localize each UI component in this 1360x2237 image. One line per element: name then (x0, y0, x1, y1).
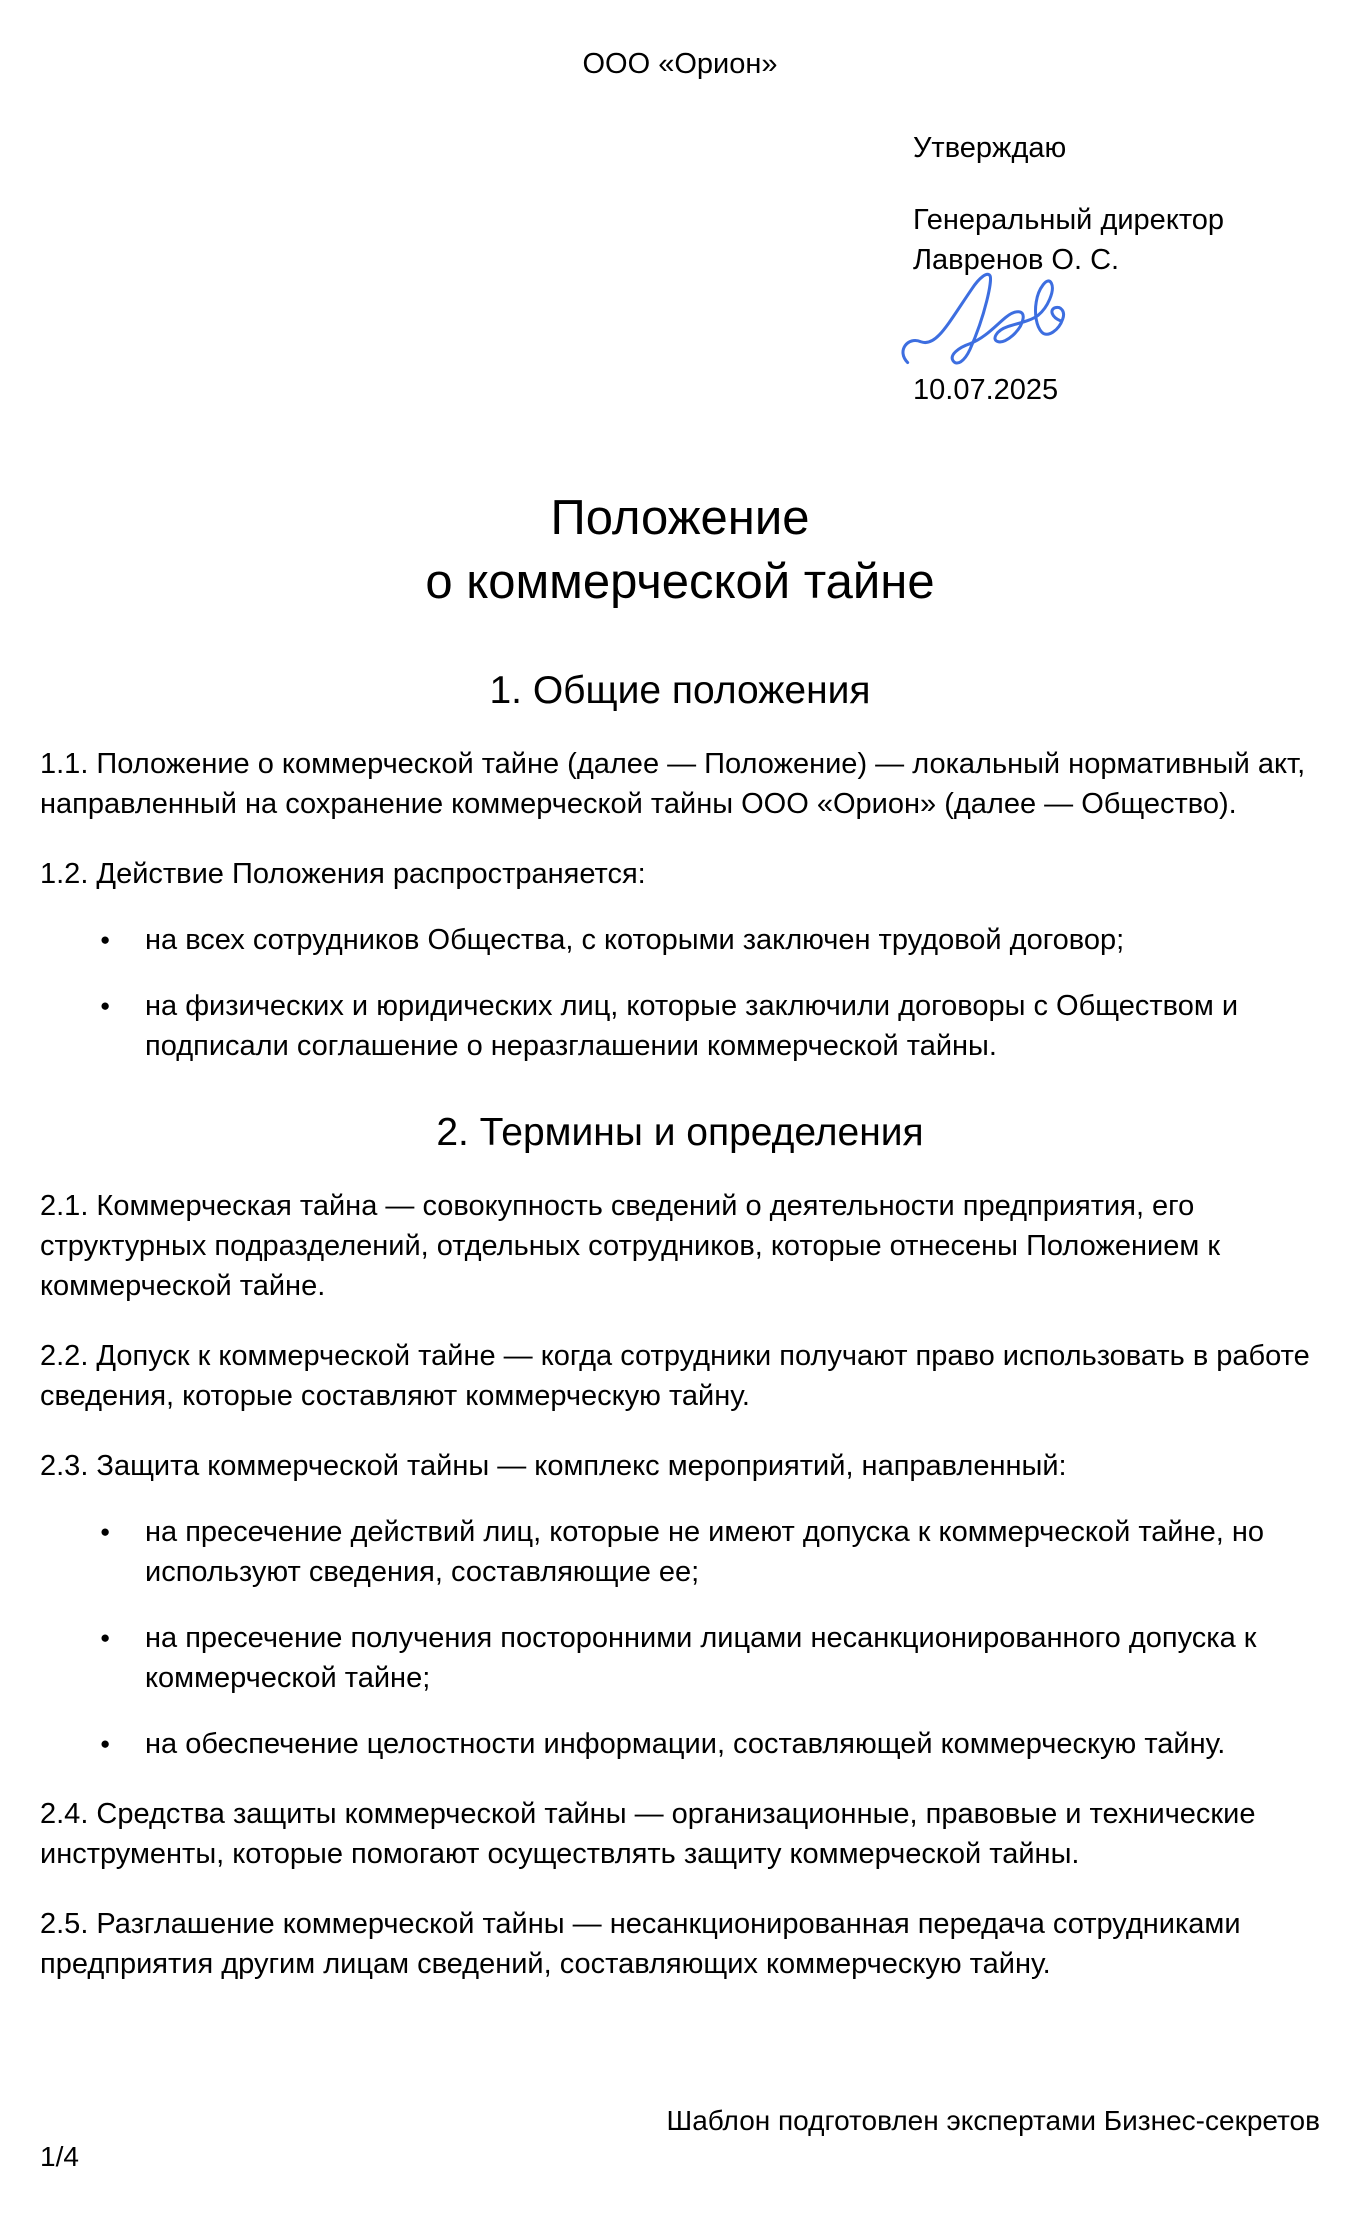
paragraph-1-1: 1.1. Положение о коммерческой тайне (далее — Положение) — локальный нормативный акт, направленный на сохранение коммерческой тайны ООО «Орион» (далее — Общество). (40, 748, 1306, 820)
section-2-heading: 2. Термины и определения (436, 1111, 924, 1154)
bullet-icon: ● (100, 1522, 111, 1541)
paragraph-2-4: 2.4. Средства защиты коммерческой тайны — организационные, правовые и технические инструменты, которые помогают осуществлять защиту коммерческой тайны. (40, 1798, 1256, 1870)
paragraph-2-3: 2.3. Защита коммерческой тайны — комплекс мероприятий, направленный: (40, 1450, 1067, 1482)
section-1-heading: 1. Общие положения (489, 669, 871, 712)
document-title (40, 486, 1320, 614)
list-item-text: на физических и юридических лиц, которые заключили договоры с Обществом и подписали соглашение о неразглашении коммерческой тайны. (145, 990, 1239, 1062)
bullet-list-1 (40, 920, 1320, 1066)
approval-signer-name: Лавренов О. С. (913, 244, 1120, 276)
signature-icon (893, 268, 1320, 372)
paragraph-2-2: 2.2. Допуск к коммерческой тайне — когда сотрудники получают право использовать в работе сведения, которые составляют коммерческую тайну. (40, 1340, 1310, 1412)
list-item (40, 920, 1320, 960)
list-item (40, 1512, 1320, 1592)
document-title-line-2: о коммерческой тайне (425, 555, 935, 609)
page-number: 1/4 (40, 2141, 79, 2172)
list-item-text: на пресечение действий лиц, которые не имеют допуска к коммерческой тайне, но используют сведения, составляющие ее; (145, 1516, 1265, 1588)
list-item (40, 1618, 1320, 1698)
list-item (40, 1724, 1320, 1764)
approval-label: Утверждаю (913, 132, 1067, 164)
approval-role: Генеральный директор (913, 204, 1225, 236)
list-item (40, 986, 1320, 1066)
bullet-list-2 (40, 1512, 1320, 1764)
company-name: ООО «Орион» (582, 48, 778, 80)
bullet-icon: ● (100, 1628, 111, 1647)
paragraph-1-2: 1.2. Действие Положения распространяется: (40, 858, 646, 890)
approval-date: 10.07.2025 (913, 374, 1059, 406)
document-page (0, 46, 1360, 2237)
bullet-icon: ● (100, 1734, 111, 1753)
paragraph-2-1: 2.1. Коммерческая тайна — совокупность сведений о деятельности предприятия, его структурных подразделений, отдельных сотрудников, которые отнесены Положением к коммерческой тайне. (40, 1190, 1221, 1302)
document-body (0, 46, 1360, 1984)
list-item-text: на пресечение получения посторонними лицами несанкционированного допуска к коммерческой тайне; (145, 1622, 1257, 1694)
list-item-text: на обеспечение целостности информации, составляющей коммерческую тайну. (145, 1728, 1226, 1760)
paragraph-2-5: 2.5. Разглашение коммерческой тайны — несанкционированная передача сотрудниками предприятия другим лицам сведений, составляющих коммерческую тайну. (40, 1908, 1241, 1980)
footer-note: Шаблон подготовлен экспертами Бизнес-секретов (666, 2105, 1320, 2136)
bullet-icon: ● (100, 996, 111, 1015)
signature-stroke (903, 274, 1064, 363)
list-item-text: на всех сотрудников Общества, с которыми заключен трудовой договор; (145, 924, 1125, 956)
approval-block (913, 128, 1320, 410)
bullet-icon: ● (100, 930, 111, 949)
document-title-line-1: Положение (550, 491, 810, 545)
